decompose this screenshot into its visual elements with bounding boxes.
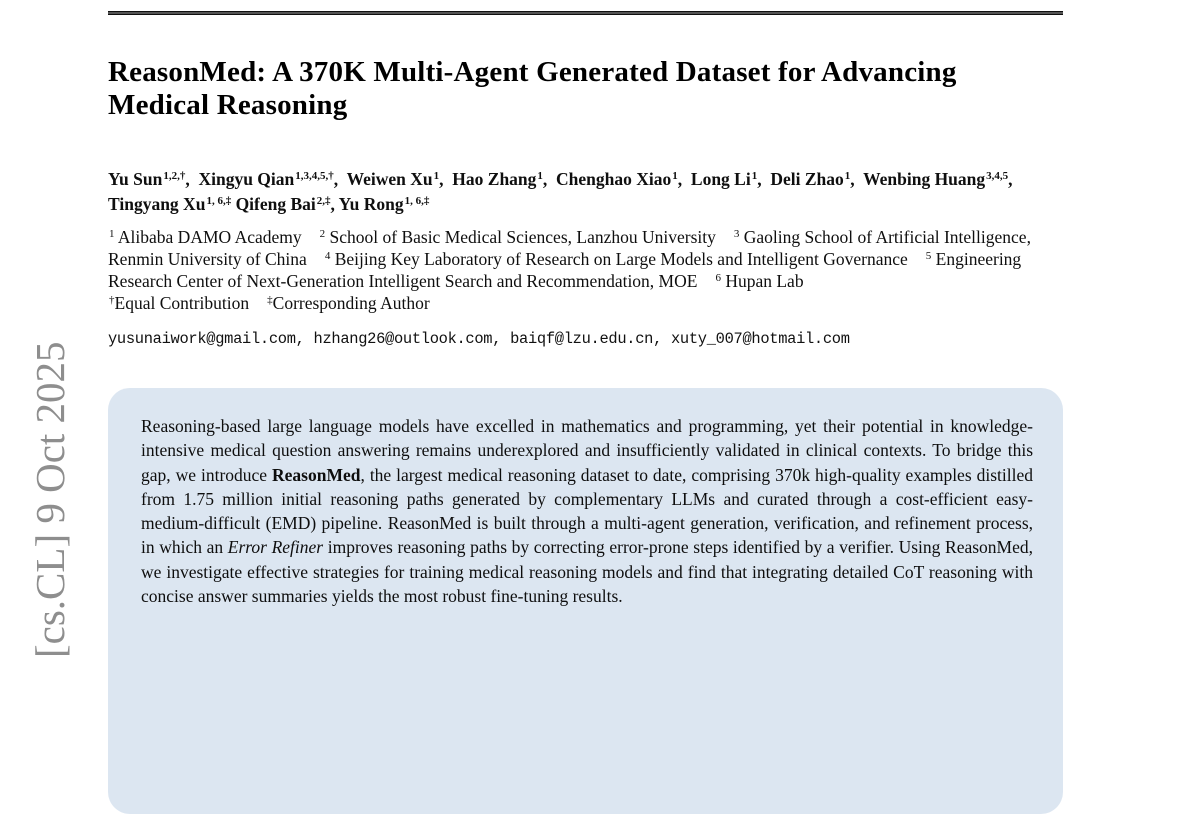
author-superscript: 2,‡: [316, 195, 331, 207]
author-entry: [198, 169, 346, 189]
affiliation-entry: [319, 227, 716, 247]
abstract-segment: improves reasoning paths by correcting error-prone steps identified by a verifier. Using ReasonMed, we investigate effective strategies for training medical reasoning models and find that integrating detailed CoT reasoning with concise answer summaries yields the most robust fine-tuning results.: [141, 537, 1033, 607]
affiliation-text: Gaoling School of Artificial Intelligence, Renmin University of China: [108, 227, 1031, 269]
author-separator: ,: [677, 169, 691, 189]
author-superscript: 1,2,†: [163, 170, 186, 182]
author-entry: [691, 169, 770, 189]
affiliation-text: Beijing Key Laboratory of Research on Large Models and Intelligent Governance: [330, 249, 908, 269]
affiliation-text: School of Basic Medical Sciences, Lanzhou University: [325, 227, 716, 247]
note-text: Corresponding Author: [272, 293, 430, 313]
affiliation-superscript: 5: [925, 250, 932, 262]
author-name: Hao Zhang: [452, 169, 537, 189]
author-superscript: 1: [751, 170, 758, 182]
author-separator: ,: [757, 169, 771, 189]
author-name: Weiwen Xu: [346, 169, 433, 189]
affiliation-text: Engineering Research Center of Next-Generation Intelligent Search and Recommendation, MOE: [108, 249, 1022, 291]
author-entry: [108, 194, 236, 214]
abstract-segment: ReasonMed: [272, 464, 361, 485]
author-superscript: 1: [844, 170, 851, 182]
paper-title-line1: ReasonMed: A 370K Multi-Agent Generated Dataset for Advancing: [108, 56, 957, 88]
affiliation-superscript: 2: [319, 228, 326, 240]
arxiv-watermark: [cs.CL] 9 Oct 2025: [27, 341, 73, 658]
author-name: Long Li: [690, 169, 751, 189]
paper-page: [108, 0, 1063, 814]
note-entry: [108, 293, 249, 313]
author-name: Tingyang Xu: [108, 194, 206, 214]
author-superscript: 1: [537, 170, 543, 182]
affiliation-list: [108, 226, 1063, 292]
author-superscript: 3,4,5: [986, 170, 1009, 182]
note-text: Equal Contribution: [114, 293, 250, 313]
affiliation-superscript: 6: [715, 272, 721, 284]
author-entry: [556, 169, 691, 189]
affiliation-superscript: 4: [324, 250, 331, 262]
author-superscript: 1: [672, 170, 678, 182]
author-superscript: 1, 6,‡: [404, 195, 430, 207]
affiliation-entry: [108, 227, 302, 247]
author-entry: [236, 194, 339, 214]
abstract-segment: , the largest medical reasoning dataset to date, comprising 370k high-quality examples distilled from 1.75 million initial reasoning paths generated by complementary LLMs and curated through a cost-efficient easy-medium-difficult (EMD) pipeline. ReasonMed is built through a multi-agent generation, verification, and refinement process, in which an: [141, 464, 1033, 558]
author-name: Chenghao Xiao: [556, 169, 672, 189]
author-entry: [452, 169, 556, 189]
author-entry: [863, 169, 1017, 189]
author-entry: [108, 169, 198, 189]
author-name: Wenbing Huang: [863, 169, 986, 189]
author-name: Yu Rong: [338, 194, 404, 214]
affiliation-entry: [324, 249, 908, 269]
abstract-box: [108, 388, 1063, 814]
author-name: Xingyu Qian: [198, 169, 295, 189]
affiliation-text: Hupan Lab: [720, 271, 804, 291]
note-symbol: ‡: [267, 294, 273, 306]
author-separator: ,: [333, 169, 347, 189]
author-separator: ,: [850, 169, 864, 189]
note-symbol: †: [109, 294, 115, 306]
note-entry: [266, 293, 430, 313]
paper-title: [108, 56, 1063, 122]
author-emails: yusunaiwork@gmail.com, hzhang26@outlook.com, baiqf@lzu.edu.cn, xuty_007@hotmail.com: [108, 330, 850, 348]
affiliation-superscript: 1: [109, 228, 115, 240]
affiliation-text: Alibaba DAMO Academy: [114, 227, 302, 247]
author-separator: ,: [439, 169, 453, 189]
abstract-text: [141, 414, 1033, 608]
author-separator: ,: [185, 169, 199, 189]
author-name: Qifeng Bai: [235, 194, 316, 214]
author-separator: ,: [330, 194, 339, 214]
author-name: Yu Sun: [108, 169, 163, 189]
author-entry: [347, 169, 453, 189]
author-separator: ,: [1008, 169, 1017, 189]
paper-title-line2: Medical Reasoning: [108, 89, 348, 121]
author-separator: ,: [542, 169, 557, 189]
abstract-segment: Error Refiner: [227, 537, 324, 558]
author-superscript: 1: [433, 170, 440, 182]
affiliation-superscript: 3: [733, 228, 740, 240]
abstract-segment: Reasoning-based large language models have excelled in mathematics and programming, yet their potential in knowledge-intensive medical question answering remains underexplored and insufficiently validated in clinical contexts. To bridge this gap, we introduce: [141, 416, 1033, 485]
author-entry: [339, 194, 430, 214]
contribution-notes: [108, 292, 1063, 314]
author-list: [108, 167, 1063, 217]
title-rule: [108, 11, 1063, 15]
author-superscript: 1,3,4,5,†: [295, 170, 334, 182]
author-superscript: 1, 6,‡: [206, 195, 232, 207]
affiliation-entry: [714, 271, 803, 291]
author-name: Deli Zhao: [770, 169, 844, 189]
author-entry: [770, 169, 863, 189]
